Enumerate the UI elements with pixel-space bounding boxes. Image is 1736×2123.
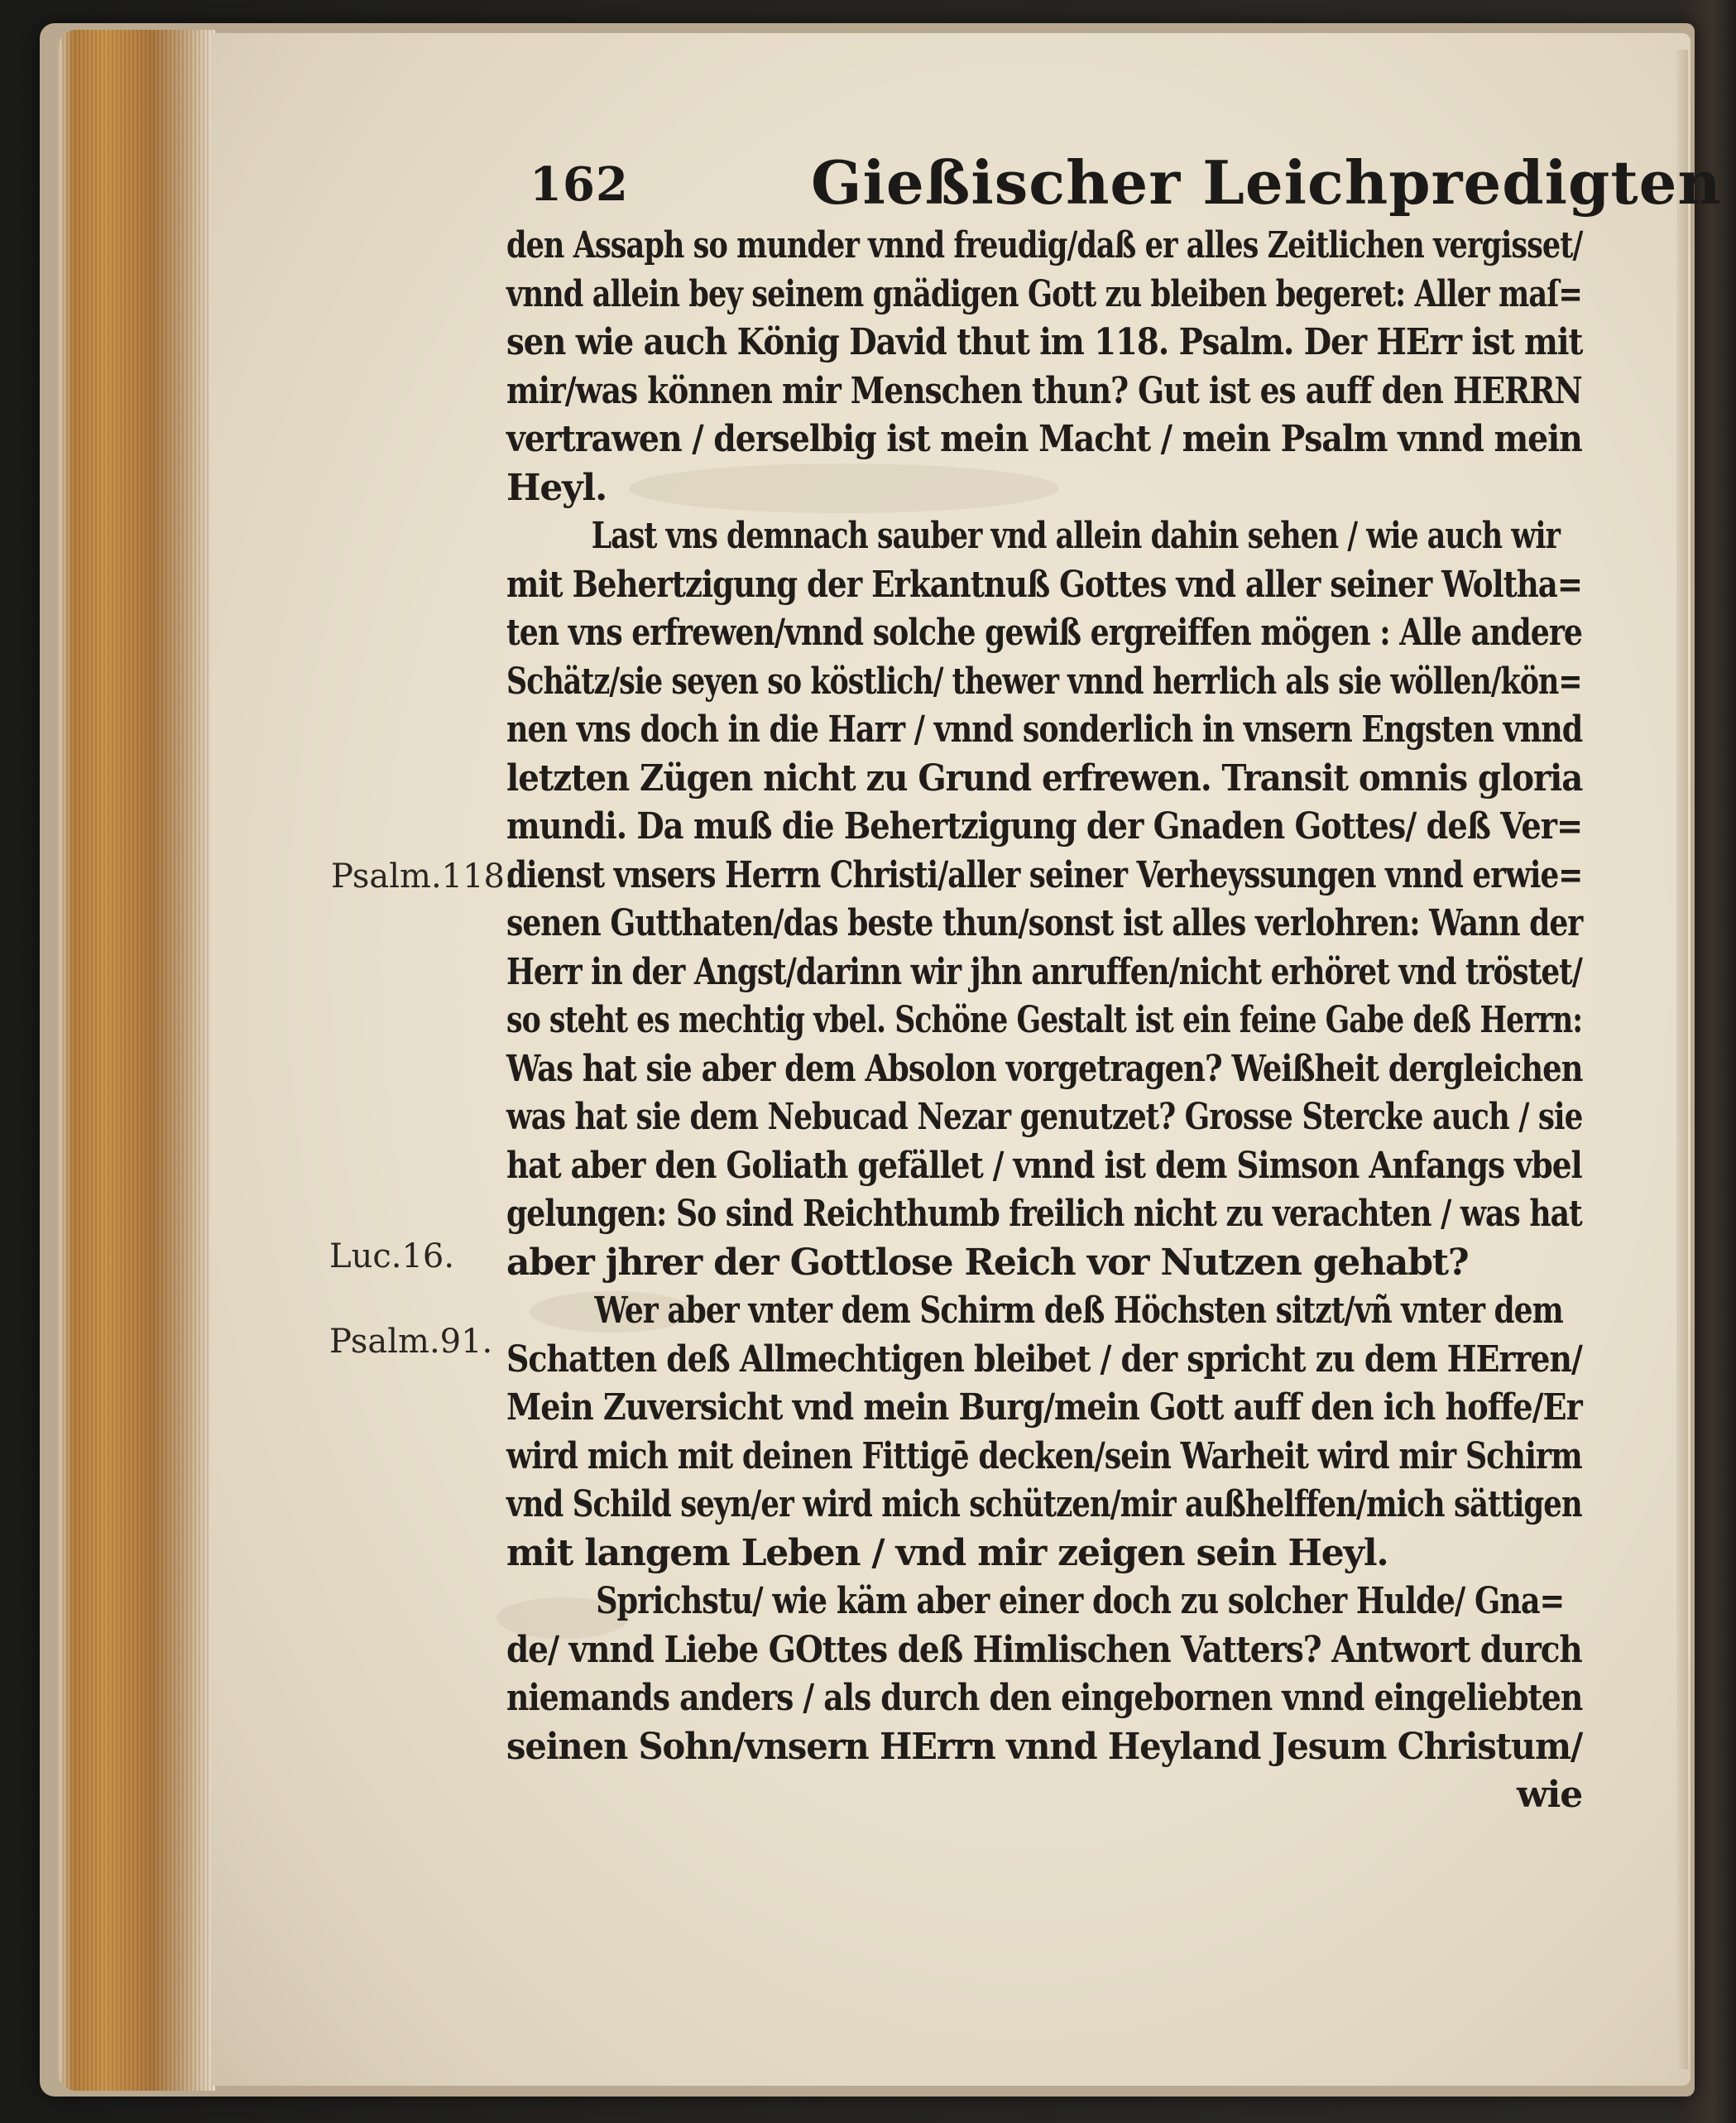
text-line: so steht es mechtig vbel. Schöne Gestalt ist ein feine Gabe deß Herrn: bbox=[506, 999, 1583, 1041]
page-right-edge bbox=[1676, 50, 1688, 2069]
text-line: ten vns erfrewen/vnnd solche gewiß ergreiffen mögen : Alle andere bbox=[506, 612, 1582, 654]
text-line: gelungen: So sind Reichthumb freilich nicht zu verachten / was hat bbox=[506, 1193, 1582, 1235]
marginal-reference: Psalm.118. bbox=[331, 857, 516, 896]
text-line: Last vns demnach sauber vnd allein dahin sehen / wie auch wir bbox=[591, 515, 1560, 557]
text-line: Wer aber vnter dem Schirm deß Höchsten sitzt/vñ vnter dem bbox=[594, 1290, 1563, 1332]
text-line: mit Behertzigung der Erkantnuß Gottes vnd aller seiner Woltha= bbox=[506, 563, 1583, 606]
text-line: Schatten deß Allmechtigen bleibet / der spricht zu dem HErren/ bbox=[506, 1338, 1582, 1381]
text-line: mundi. Da muß die Behertzigung der Gnaden Gottes/ deß Ver= bbox=[506, 805, 1583, 848]
text-line: vnd Schild seyn/er wird mich schützen/mir außhelffen/mich sättigen bbox=[506, 1483, 1582, 1525]
catchword: wie bbox=[1517, 1774, 1582, 1816]
text-line: Heyl. bbox=[506, 466, 607, 509]
text-line: Was hat sie aber dem Absolon vorgetragen? Weißheit dergleichen bbox=[506, 1047, 1583, 1090]
text-line: Sprichstu/ wie käm aber einer doch zu solcher Hulde/ Gna= bbox=[596, 1580, 1565, 1622]
text-line: senen Gutthaten/das beste thun/sonst ist alles verlohren: Wann der bbox=[506, 902, 1583, 944]
marginal-reference: Psalm.91. bbox=[329, 1323, 493, 1361]
text-line: dienst vnsers Herrn Christi/aller seiner Verheyssungen vnnd erwie= bbox=[506, 853, 1583, 896]
text-line: Schätz/sie seyen so köstlich/ thewer vnnd herrlich als sie wöllen/kön= bbox=[506, 660, 1582, 703]
text-line: nen vns doch in die Harr / vnnd sonderlich in vnsern Engsten vnnd bbox=[506, 708, 1583, 751]
text-line: hat aber den Goliath gefället / vnnd ist dem Simson Anfangs vbel bbox=[506, 1144, 1582, 1187]
text-line: den Assaph so munder vnnd freudig/daß er alles Zeitlichen vergisset/ bbox=[506, 224, 1583, 267]
running-title: Gießischer Leichpredigten bbox=[811, 147, 1722, 218]
text-line: wird mich mit deinen Fittigē decken/sein Warheit wird mir Schirm bbox=[506, 1434, 1582, 1477]
text-line: vnnd allein bey seinem gnädigen Gott zu bleiben begeret: Aller maſ= bbox=[506, 272, 1582, 315]
text-line: Mein Zuversicht vnd mein Burg/mein Gott auff den ich hoffe/Er bbox=[506, 1386, 1582, 1429]
page-number: 162 bbox=[530, 157, 629, 212]
text-line: aber jhrer der Gottlose Reich vor Nutzen gehabt? bbox=[506, 1241, 1469, 1284]
text-line: de/ vnnd Liebe GOttes deß Himlischen Vatters? Antwort durch bbox=[506, 1628, 1582, 1671]
text-line: vertrawen / derselbig ist mein Macht / mein Psalm vnnd mein bbox=[506, 418, 1582, 460]
text-line: was hat sie dem Nebucad Nezar genutzet? Grosse Stercke auch / sie bbox=[506, 1096, 1583, 1138]
page-stack-edge bbox=[58, 30, 215, 2091]
text-line: seinen Sohn/vnsern HErrn vnnd Heyland Jesum Christum/ bbox=[506, 1725, 1583, 1768]
text-line: mir/was können mir Menschen thun? Gut ist es auff den HERRN bbox=[506, 369, 1582, 412]
text-line: letzten Zügen nicht zu Grund erfrewen. Transit omnis gloria bbox=[506, 756, 1583, 800]
text-line: Herr in der Angst/darinn wir jhn anruffen/nicht erhöret vnd tröstet/ bbox=[506, 950, 1582, 993]
text-line: niemands anders / als durch den eingebornen vnnd eingeliebten bbox=[506, 1677, 1583, 1719]
page-header bbox=[530, 147, 1722, 222]
body-text bbox=[506, 222, 1607, 1820]
text-line: sen wie auch König David thut im 118. Psalm. Der HErr ist mit bbox=[506, 321, 1583, 363]
text-line: mit langem Leben / vnd mir zeigen sein Heyl. bbox=[506, 1531, 1388, 1574]
marginal-reference: Luc.16. bbox=[329, 1237, 455, 1275]
